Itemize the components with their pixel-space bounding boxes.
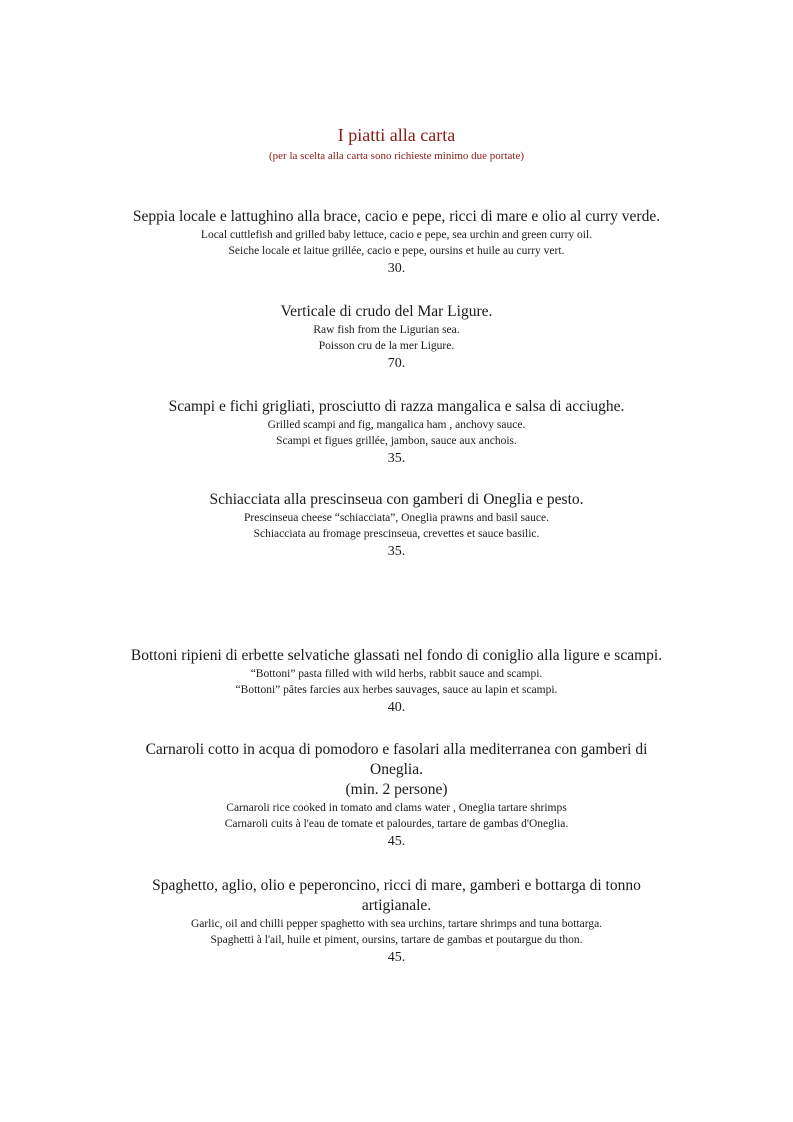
- menu-subtitle: (per la scelta alla carta sono richieste minimo due portate): [268, 150, 525, 162]
- dish-french-description: Schiacciata au fromage prescinseua, crevettes et sauce basilic.: [253, 528, 540, 540]
- dish-price: 70.: [387, 356, 406, 371]
- dish-english-description: Garlic, oil and chilli pepper spaghetto with sea urchins, tartare shrimps and tuna bottarga.: [190, 918, 603, 930]
- dish-italian-name-continued: artigianale.: [361, 897, 432, 914]
- dish-french-description: “Bottoni” pâtes farcies aux herbes sauvages, sauce au lapin et scampi.: [235, 684, 558, 696]
- dish-english-description: Carnaroli rice cooked in tomato and clams water , Oneglia tartare shrimps: [226, 802, 567, 814]
- dish-schiacciata: [40, 490, 753, 562]
- dish-english-description: Prescinseua cheese “schiacciata”, Oneglia prawns and basil sauce.: [244, 512, 549, 524]
- dish-french-description: Scampi et figues grillée, jambon, sauce aux anchois.: [276, 435, 517, 447]
- dish-english-description: Raw fish from the Ligurian sea.: [313, 324, 460, 336]
- dish-italian-name: Seppia locale e lattughino alla brace, cacio e pepe, ricci di mare e olio al curry verde.: [132, 208, 661, 225]
- dish-italian-name: Schiacciata alla prescinseua con gamberi di Oneglia e pesto.: [209, 491, 584, 508]
- dish-english-description: Grilled scampi and fig, mangalica ham , anchovy sauce.: [267, 419, 526, 431]
- dish-note: (min. 2 persone): [345, 781, 448, 798]
- menu-title: I piatti alla carta: [337, 125, 456, 145]
- dish-verticale-crudo: [30, 302, 743, 374]
- dish-seppia: [40, 207, 753, 279]
- dish-price: 45.: [387, 950, 406, 965]
- dish-italian-name-continued: Oneglia.: [370, 761, 423, 778]
- dish-italian-name: Carnaroli cotto in acqua di pomodoro e fasolari alla mediterranea con gamberi di: [145, 741, 648, 758]
- dish-italian-name: Bottoni ripieni di erbette selvatiche glassati nel fondo di coniglio alla ligure e scampi.: [130, 647, 663, 664]
- dish-french-description: Seiche locale et laitue grillée, cacio e pepe, oursins et huile au curry vert.: [228, 245, 565, 257]
- dish-italian-name: Spaghetto, aglio, olio e peperoncino, ricci di mare, gamberi e bottarga di tonno: [152, 877, 641, 894]
- dish-scampi-fichi: [40, 397, 753, 469]
- dish-price: 45.: [387, 834, 406, 849]
- dish-french-description: Carnaroli cuits à l'eau de tomate et palourdes, tartare de gambas d'Oneglia.: [224, 818, 569, 830]
- dish-english-description: “Bottoni” pasta filled with wild herbs, rabbit sauce and scampi.: [250, 668, 543, 680]
- dish-french-description: Poisson cru de la mer Ligure.: [318, 340, 455, 352]
- dish-spaghetto: [40, 876, 753, 968]
- dish-italian-name: Verticale di crudo del Mar Ligure.: [280, 303, 493, 320]
- dish-english-description: Local cuttlefish and grilled baby lettuce, cacio e pepe, sea urchin and green curry oil.: [200, 229, 593, 241]
- dish-carnaroli: [40, 740, 753, 852]
- dish-french-description: Spaghetti à l'ail, huile et piment, oursins, tartare de gambas et poutargue du thon.: [210, 934, 583, 946]
- dish-price: 30.: [387, 261, 406, 276]
- dish-price: 35.: [387, 544, 406, 559]
- dish-italian-name: Scampi e fichi grigliati, prosciutto di razza mangalica e salsa di acciughe.: [168, 398, 625, 415]
- dish-price: 40.: [387, 700, 406, 715]
- dish-price: 35.: [387, 451, 406, 466]
- dish-bottoni: [40, 646, 753, 718]
